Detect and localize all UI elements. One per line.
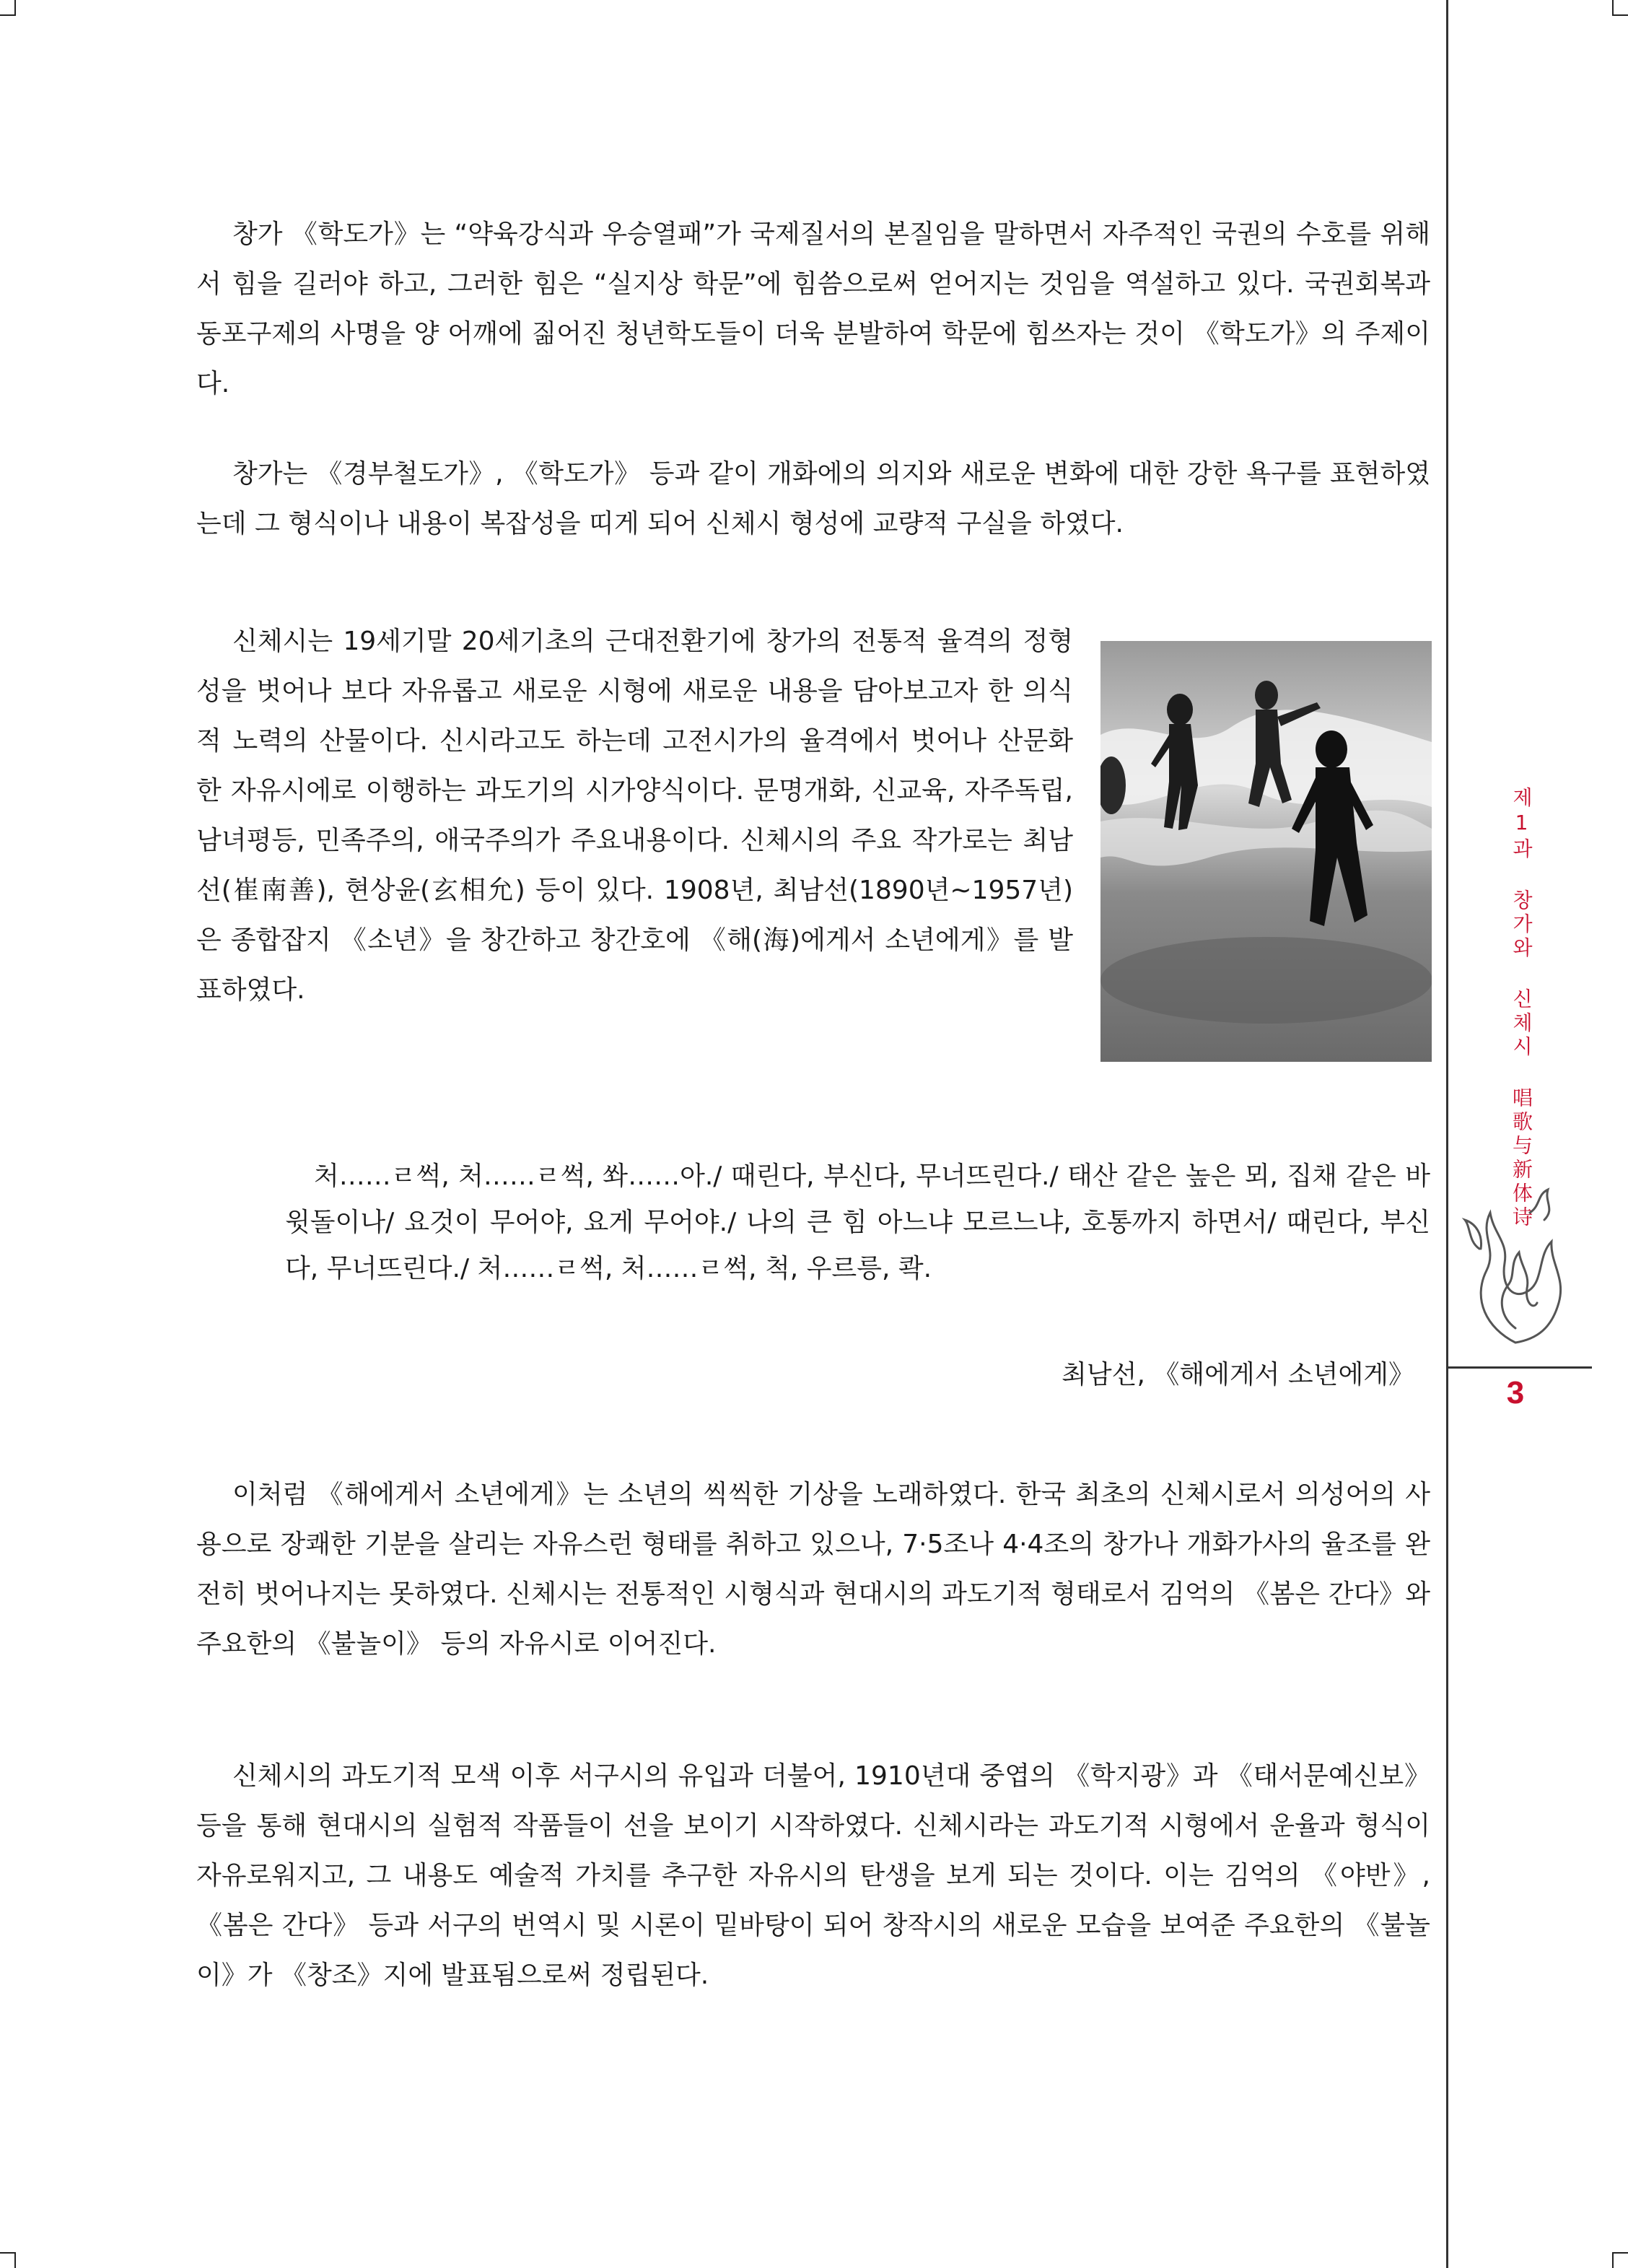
flame-ornament-icon (1458, 1184, 1573, 1350)
page-number-rule (1448, 1366, 1592, 1369)
page-number: 3 (1506, 1375, 1525, 1410)
body-paragraph-5: 신체시의 과도기적 모색 이후 서구시의 유입과 더불어, 1910년대 중엽의 《학지광》과 《태서문예신보》 등을 통해 현대시의 실험적 작품들이 선을 보이기 시작하였다. 신체시라는 과도기적 시형에서 운율과 형식이 자유로워지고, 그 내용도 예술적 가치를 추구한 자유시의 탄생을 보게 되는 것이다. 이는 김억의 《야반》, 《봄은 간다》 등과 서구의 번역시 및 시론이 밑바탕이 되어 창작시의 새로운 모습을 보여준 주요한의 《불놀이》가 《창조》지에 발표됨으로써 정립된다. (196, 1761, 1430, 1990)
crop-mark-bottom-left (0, 2252, 16, 2268)
crop-mark-top-left (0, 0, 16, 16)
body-paragraph-3: 신체시는 19세기말 20세기초의 근대전환기에 창가의 전통적 율격의 정형성을 벗어나 보다 자유롭고 새로운 시형에 새로운 내용을 담아보고자 한 의식적 노력의 산물이다. 신시라고도 하는데 고전시가의 율격에서 벗어나 산문화한 자유시에로 이행하는 과도기의 시가양식이다. 문명개화, 신교육, 자주독립, 남녀평등, 민족주의, 애국주의가 주요내용이다. 신체시의 주요 작가로는 최남선(崔南善), 현상윤(玄相允) 등이 있다. 1908년, 최남선(1890년∼1957년)은 종합잡지 《소년》을 창간하고 창간호에 《해(海)에게서 소년에게》를 발표하였다. (196, 627, 1073, 1005)
body-paragraph-1: 창가 《학도가》는 “약육강식과 우승열패”가 국제질서의 본질임을 말하면서 자주적인 국권의 수호를 위해서 힘을 길러야 하고, 그러한 힘은 “실지상 학문”에 힘씀으로써 얻어지는 것임을 역설하고 있다. 국권회복과 동포구제의 사명을 양 어깨에 짊어진 청년학도들이 더욱 분발하여 학문에 힘쓰자는 것이 《학도가》의 주제이다. (196, 219, 1430, 398)
beach-photo (1100, 641, 1432, 1062)
margin-divider-line (1446, 0, 1448, 2268)
poem-quote: 처……ㄹ썩, 처……ㄹ썩, 쏴……아./ 때린다, 부신다, 무너뜨린다./ 태산 같은 높은 뫼, 집채 같은 바윗돌이나/ 요것이 무어야, 요게 무어야./ 나의 큰 힘 아느냐 모르느냐, 호통까지 하면서/ 때린다, 부신다, 무너뜨린다./ 처……ㄹ썩, 처……ㄹ썩, 척, 우르릉, 콱. (285, 1161, 1430, 1283)
body-paragraph-2: 창가는 《경부철도가》, 《학도가》 등과 같이 개화에의 의지와 새로운 변화에 대한 강한 욕구를 표현하였는데 그 형식이나 내용이 복잡성을 띠게 되어 신체시 형성에 교량적 구실을 하였다. (196, 459, 1430, 538)
photo-children-running-into-sea-icon (1100, 641, 1432, 1062)
body-paragraph-4: 이처럼 《해에게서 소년에게》는 소년의 씩씩한 기상을 노래하였다. 한국 최초의 신체시로서 의성어의 사용으로 장쾌한 기분을 살리는 자유스런 형태를 취하고 있으나, 7·5조나 4·4조의 창가나 개화가사의 율조를 완전히 벗어나지는 못하였다. 신체시는 전통적인 시형식과 현대시의 과도기적 형태로서 김억의 《봄은 간다》와 주요한의 《불놀이》 등의 자유시로 이어진다. (196, 1480, 1430, 1659)
poem-quote-source: 최남선, 《해에게서 소년에게》 (1062, 1360, 1414, 1390)
chapter-sidebar-label: 제1과 창가와 신체시 唱歌与新体诗 (1510, 787, 1533, 1230)
crop-mark-bottom-right (1612, 2252, 1628, 2268)
crop-mark-top-right (1612, 0, 1628, 16)
